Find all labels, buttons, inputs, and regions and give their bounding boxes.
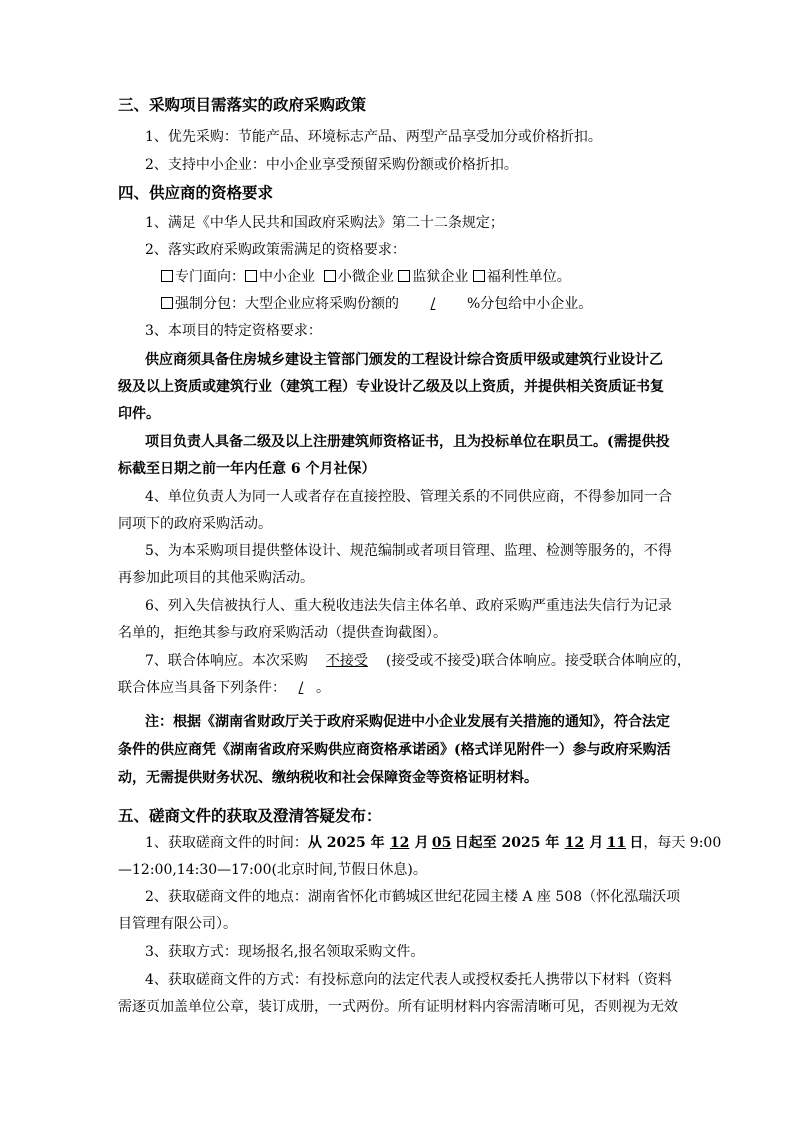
docs-item-3: 3、获取方式：现场报名,报名领取采购文件。 xyxy=(145,944,425,960)
special-req-1: 印件。 xyxy=(118,406,160,422)
qual-item-7-cont: 联合体应当具备下列条件： / 。 xyxy=(118,680,330,696)
option-micro: 小微企业 xyxy=(337,269,394,285)
qual-item-5: 再参加此项目的其他采购活动。 xyxy=(118,570,314,586)
consortium-value: 不接受 xyxy=(325,653,368,669)
special-req-1: 级及以上资质或建筑行业（建筑工程）专业设计乙级及以上资质，并提供相关资质证书复 xyxy=(118,379,664,395)
special-req-2: 项目负责人具备二级及以上注册建筑师资格证书，且为投标单位在职员工。(需提供投 xyxy=(145,434,670,450)
option-welfare: 福利性单位。 xyxy=(486,269,571,285)
oriented-row xyxy=(161,267,571,287)
checkbox-icon[interactable] xyxy=(161,270,173,282)
policy-item-2: 2、支持中小企业：中小企业享受预留采购份额或价格折扣。 xyxy=(145,157,518,173)
qual-item-4: 4、单位负责人为同一人或者存在直接控股、管理关系的不同供应商，不得参加同一合 xyxy=(145,489,672,505)
policy-item-1: 1、优先采购：节能产品、环境标志产品、两型产品享受加分或价格折扣。 xyxy=(145,129,602,145)
checkbox-icon[interactable] xyxy=(245,270,257,282)
section-heading-4: 四、供应商的资格要求 xyxy=(118,183,274,202)
qual-item-5: 5、为本采购项目提供整体设计、规范编制或者项目管理、监理、检测等服务的，不得 xyxy=(145,543,672,559)
docs-item-4: 4、获取磋商文件的方式：有投标意向的法定代表人或授权委托人携带以下材料（资料 xyxy=(145,972,672,988)
checkbox-icon[interactable] xyxy=(161,297,173,309)
docs-item-1-cont: —12:00,14:30—17:00(北京时间,节假日休息)。 xyxy=(118,862,427,878)
docs-item-2: 2、获取磋商文件的地点：湖南省怀化市鹤城区世纪花园主楼 A 座 508（怀化泓瑞沃项 xyxy=(145,889,681,905)
note: 条件的供应商凭《湖南省政府采购供应商资格承诺函》(格式详见附件一）参与政府采购活 xyxy=(118,742,671,758)
docs-item-4: 需逐页加盖单位公章，装订成册，一式两份。所有证明材料内容需清晰可见，否则视为无效 xyxy=(118,999,678,1015)
section-heading-3: 三、采购项目需落实的政府采购政策 xyxy=(118,95,367,114)
qual-item-3: 3、本项目的特定资格要求： xyxy=(145,323,322,339)
checkbox-icon[interactable] xyxy=(473,270,485,282)
option-sme: 中小企业 xyxy=(259,269,315,285)
to-month: 12 xyxy=(564,835,585,851)
qual-item-7: 7、联合体响应。本次采购 不接受 (接受或不接受)联合体响应。接受联合体响应的， xyxy=(145,653,691,669)
oriented-label: 专门面向： xyxy=(175,269,245,285)
consortium-conditions: / xyxy=(298,680,304,696)
to-day: 11 xyxy=(606,835,627,851)
option-prison: 监狱企业 xyxy=(412,269,469,285)
special-req-2: 标截至日期之前一年内任意 6 个月社保） xyxy=(118,461,376,477)
docs-item-2: 目管理有限公司）。 xyxy=(118,916,237,932)
forced-tail: %分包给中小企业。 xyxy=(467,296,593,312)
from-day: 05 xyxy=(431,835,452,851)
checkbox-icon[interactable] xyxy=(398,270,410,282)
qual-item-1: 1、满足《中华人民共和国政府采购法》第二十二条规定； xyxy=(145,215,504,231)
forced-row xyxy=(161,294,592,314)
checkbox-icon[interactable] xyxy=(324,270,336,282)
section-heading-5: 五、磋商文件的获取及澄清答疑发布： xyxy=(118,806,382,825)
from-month: 12 xyxy=(389,835,410,851)
qual-item-6: 名单的，拒绝其参与政府采购活动（提供查询截图）。 xyxy=(118,625,447,641)
forced-blank: / xyxy=(430,296,436,312)
note: 动，无需提供财务状况、缴纳税收和社会保障资金等资格证明材料。 xyxy=(118,770,538,786)
special-req-1: 供应商须具备住房城乡建设主管部门颁发的工程设计综合资质甲级或建筑行业设计乙 xyxy=(145,352,663,368)
qual-item-2: 2、落实政府采购政策需满足的资格要求： xyxy=(145,242,406,258)
qual-item-4: 同项下的政府采购活动。 xyxy=(118,516,272,532)
note: 注：根据《湖南省财政厅关于政府采购促进中小企业发展有关措施的通知》，符合法定 xyxy=(145,714,670,730)
qual-item-6: 6、列入失信被执行人、重大税收违法失信主体名单、政府采购严重违法失信行为记录 xyxy=(145,598,672,614)
forced-label: 强制分包：大型企业应将采购份额的 xyxy=(175,296,399,312)
docs-item-1: 1、获取磋商文件的时间：从 2025 年 12 月 05 日起至 2025 年 12 月 11 日，每天 9:00 xyxy=(145,835,722,851)
